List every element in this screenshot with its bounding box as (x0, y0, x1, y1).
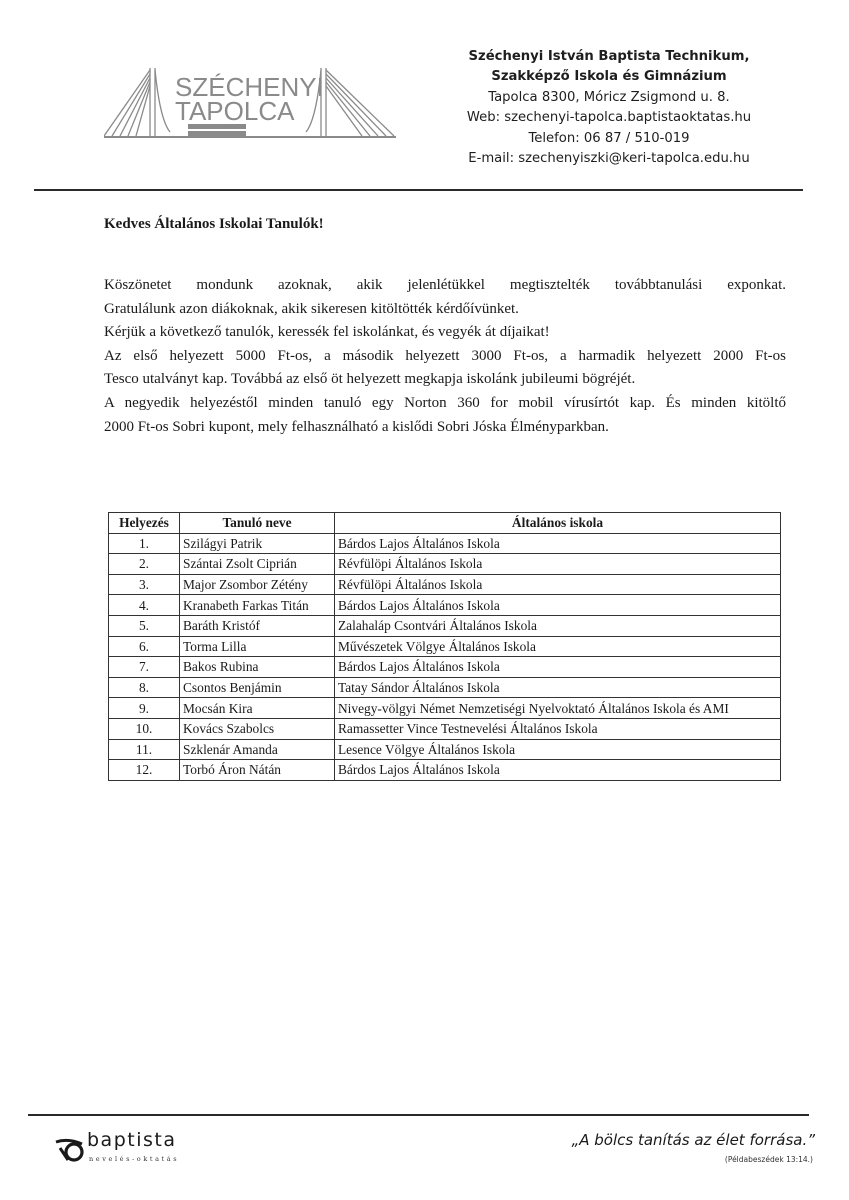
cell-place: 3. (109, 574, 180, 595)
table-row (109, 739, 781, 760)
table-row (109, 698, 781, 719)
logo-title-line1: SZÉCHENYI (175, 72, 324, 102)
letter-para1-line1: Köszönetet mondunk azoknak, akik jelenlétükkel megtisztelték továbbtanulási exponkat. (104, 277, 786, 293)
letter-body (104, 274, 786, 439)
school-phone: Telefon: 06 87 / 510-019 (528, 130, 690, 146)
letter-para1-line2: Gratulálunk azon diákoknak, akik sikeresen kitöltötték kérdőívünket. (104, 300, 519, 317)
letter-para3-line2: Tesco utalványt kap. Továbbá az első öt helyezett megkapja iskolánk jubileumi bögréjét. (104, 371, 636, 388)
cell-student-name: Torbó Áron Nátán (180, 760, 335, 781)
cell-place: 10. (109, 718, 180, 739)
winners-table (108, 512, 781, 781)
cell-place: 11. (109, 739, 180, 760)
letter-para4-line2: 2000 Ft-os Sobri kupont, mely felhasználható a kislődi Sobri Jóska Élményparkban. (104, 418, 609, 435)
cell-place: 6. (109, 636, 180, 657)
footer-brand-name: baptista (87, 1129, 177, 1151)
header-place: Helyezés (109, 513, 180, 534)
cell-student-name: Csontos Benjámin (180, 677, 335, 698)
cell-school: Bárdos Lajos Általános Iskola (335, 595, 781, 616)
school-website: Web: szechenyi-tapolca.baptistaoktatas.hu (466, 110, 752, 126)
cell-student-name: Szilágyi Patrik (180, 533, 335, 554)
table-row (109, 657, 781, 678)
letter-para2: Kérjük a következő tanulók, keressék fel iskolánkat, és vegyék át díjaikat! (104, 324, 550, 341)
cell-school: Bárdos Lajos Általános Iskola (335, 533, 781, 554)
cell-place: 9. (109, 698, 180, 719)
table-row (109, 615, 781, 636)
school-logo (104, 60, 396, 152)
cell-student-name: Szántai Zsolt Ciprián (180, 554, 335, 575)
cell-school: Zalahaláp Csontvári Általános Iskola (335, 615, 781, 636)
cell-student-name: Kovács Szabolcs (180, 718, 335, 739)
letter-para4-line1: A negyedik helyezéstől minden tanuló egy Norton 360 for mobil vírusírtót kap. És minden kitöltő (104, 394, 786, 411)
cell-school: Révfülöpi Általános Iskola (335, 554, 781, 575)
header-student-name: Tanuló neve (180, 513, 335, 534)
cell-place: 8. (109, 677, 180, 698)
letter-greeting: Kedves Általános Iskolai Tanulók! (104, 216, 324, 232)
cell-school: Tatay Sándor Általános Iskola (335, 677, 781, 698)
table-row (109, 636, 781, 657)
cell-school: Bárdos Lajos Általános Iskola (335, 760, 781, 781)
cell-place: 7. (109, 657, 180, 678)
cell-school: Ramassetter Vince Testnevelési Általános Iskola (335, 718, 781, 739)
footer-brand-tagline: nevelés-oktatás (89, 1155, 180, 1163)
cell-place: 5. (109, 615, 180, 636)
school-name-line1: Széchenyi István Baptista Technikum, (468, 49, 750, 64)
table-row (109, 574, 781, 595)
footer-quote-reference: (Példabeszédek 13:14.) (724, 1155, 813, 1164)
school-name-line2: Szakképző Iskola és Gimnázium (491, 69, 727, 85)
cell-student-name: Mocsán Kira (180, 698, 335, 719)
table-row (109, 718, 781, 739)
table-row (109, 677, 781, 698)
footer-divider (28, 1114, 809, 1116)
cell-student-name: Baráth Kristóf (180, 615, 335, 636)
header-divider (34, 189, 803, 191)
cell-place: 1. (109, 533, 180, 554)
cell-student-name: Torma Lilla (180, 636, 335, 657)
cell-place: 12. (109, 760, 180, 781)
table-row (109, 554, 781, 575)
logo-title-line2: TAPOLCA (175, 96, 295, 126)
school-email: E-mail: szechenyiszki@keri-tapolca.edu.hu (468, 151, 750, 167)
table-row (109, 595, 781, 616)
table-header-row (109, 513, 781, 534)
table-row (109, 760, 781, 781)
cell-school: Bárdos Lajos Általános Iskola (335, 657, 781, 678)
school-address: Tapolca 8300, Móricz Zsigmond u. 8. (488, 89, 730, 105)
letter-para3-line1: Az első helyezett 5000 Ft-os, a második helyezett 3000 Ft-os, a harmadik helyezett 2000 Ft-os (104, 347, 786, 364)
cell-student-name: Szklenár Amanda (180, 739, 335, 760)
footer-quote: „A bölcs tanítás az élet forrása.” (571, 1131, 815, 1149)
cell-place: 4. (109, 595, 180, 616)
school-contact-block (452, 47, 766, 169)
cell-place: 2. (109, 554, 180, 575)
cell-school: Nivegy-völgyi Német Nemzetiségi Nyelvoktató Általános Iskola és AMI (335, 698, 781, 719)
cell-student-name: Bakos Rubina (180, 657, 335, 678)
table-row (109, 533, 781, 554)
cell-student-name: Major Zsombor Zétény (180, 574, 335, 595)
header-school: Általános iskola (335, 513, 781, 534)
cell-school: Révfülöpi Általános Iskola (335, 574, 781, 595)
cell-school: Lesence Völgye Általános Iskola (335, 739, 781, 760)
cell-school: Művészetek Völgye Általános Iskola (335, 636, 781, 657)
cell-student-name: Kranabeth Farkas Titán (180, 595, 335, 616)
